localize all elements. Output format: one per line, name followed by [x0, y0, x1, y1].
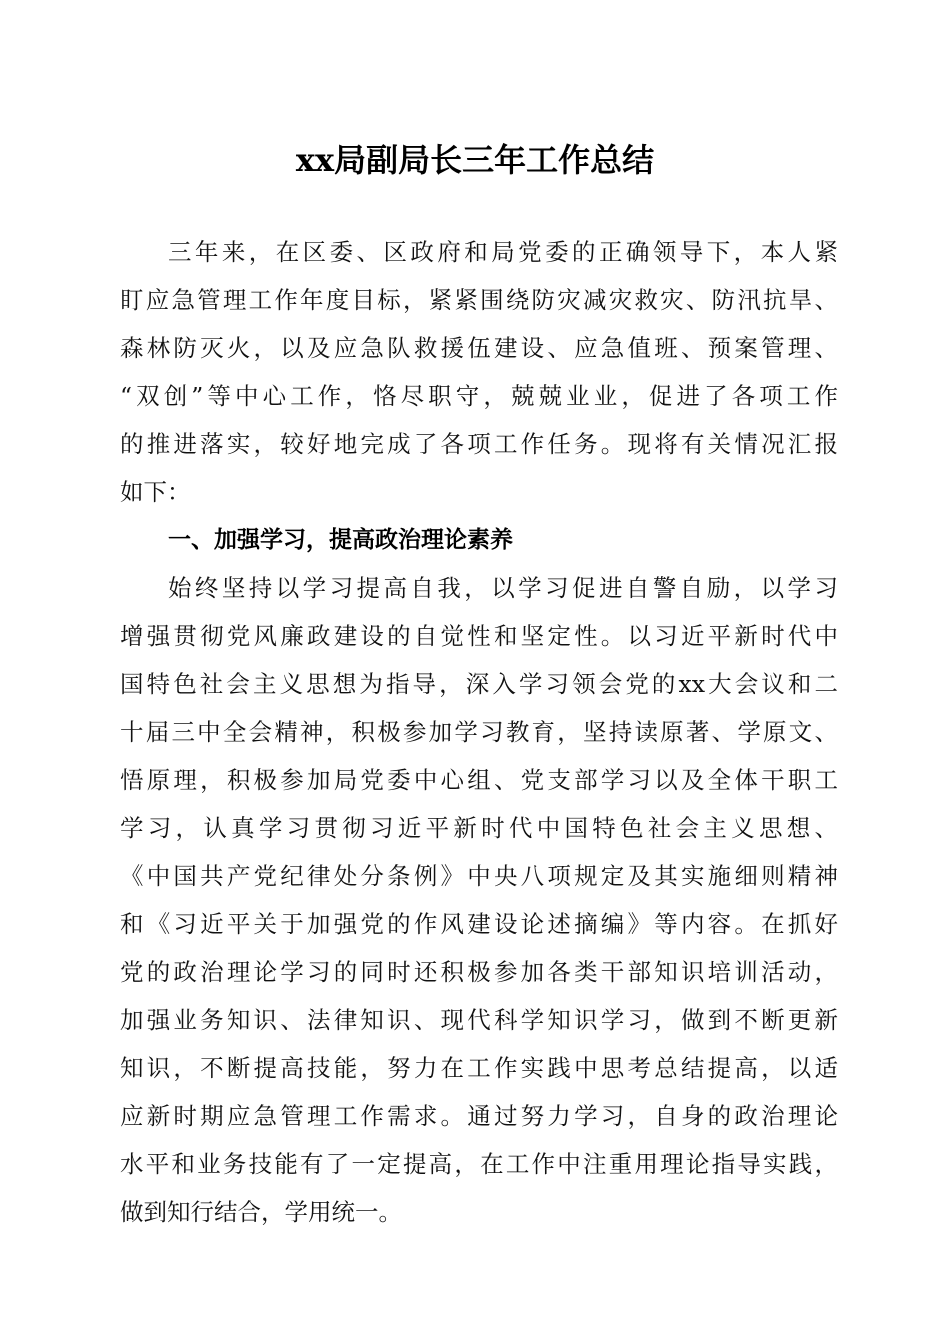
paragraph-line: 知识，不断提高技能，努力在工作实践中思考总结提高，以适 [120, 1054, 838, 1082]
paragraph-line: 水平和业务技能有了一定提高，在工作中注重用理论指导实践， [120, 1150, 838, 1178]
paragraph-line: 盯应急管理工作年度目标，紧紧围绕防灾减灾救灾、防汛抗旱、 [120, 286, 838, 314]
paragraph-line: 和《习近平关于加强党的作风建设论述摘编》等内容。在抓好 [120, 910, 838, 938]
paragraph-line: 应新时期应急管理工作需求。通过努力学习，自身的政治理论 [120, 1102, 838, 1130]
paragraph-line: 森林防灭火，以及应急队救援伍建设、应急值班、预案管理、 [120, 334, 838, 362]
paragraph-line: “双创”等中心工作，恪尽职守，兢兢业业，促进了各项工作 [120, 382, 838, 410]
paragraph-line: 的推进落实，较好地完成了各项工作任务。现将有关情况汇报 [120, 430, 838, 458]
paragraph-line: 悟原理，积极参加局党委中心组、党支部学习以及全体干职工 [120, 766, 838, 794]
section-heading: 一、加强学习，提高政治理论素养 [168, 527, 513, 553]
paragraph-line: 加强业务知识、法律知识、现代科学知识学习，做到不断更新 [120, 1006, 838, 1034]
paragraph-line: 增强贯彻党风廉政建设的自觉性和坚定性。以习近平新时代中 [120, 622, 838, 650]
paragraph-line: 党的政治理论学习的同时还积极参加各类干部知识培训活动， [120, 958, 838, 986]
paragraph-line: 如下： [120, 478, 191, 506]
paragraph-line: 始终坚持以学习提高自我，以学习促进自警自励，以学习 [168, 574, 838, 602]
paragraph-line: 十届三中全会精神，积极参加学习教育，坚持读原著、学原文、 [120, 718, 838, 746]
paragraph-line: 做到知行结合，学用统一。 [120, 1198, 402, 1226]
paragraph-line: 学习，认真学习贯彻习近平新时代中国特色社会主义思想、 [120, 814, 838, 842]
paragraph-line: 《中国共产党纪律处分条例》中央八项规定及其实施细则精神 [120, 862, 838, 890]
paragraph-line: 三年来，在区委、区政府和局党委的正确领导下，本人紧 [168, 238, 838, 266]
document-title: xx局副局长三年工作总结 [295, 141, 655, 179]
paragraph-line: 国特色社会主义思想为指导，深入学习领会党的xx大会议和二 [120, 670, 838, 698]
